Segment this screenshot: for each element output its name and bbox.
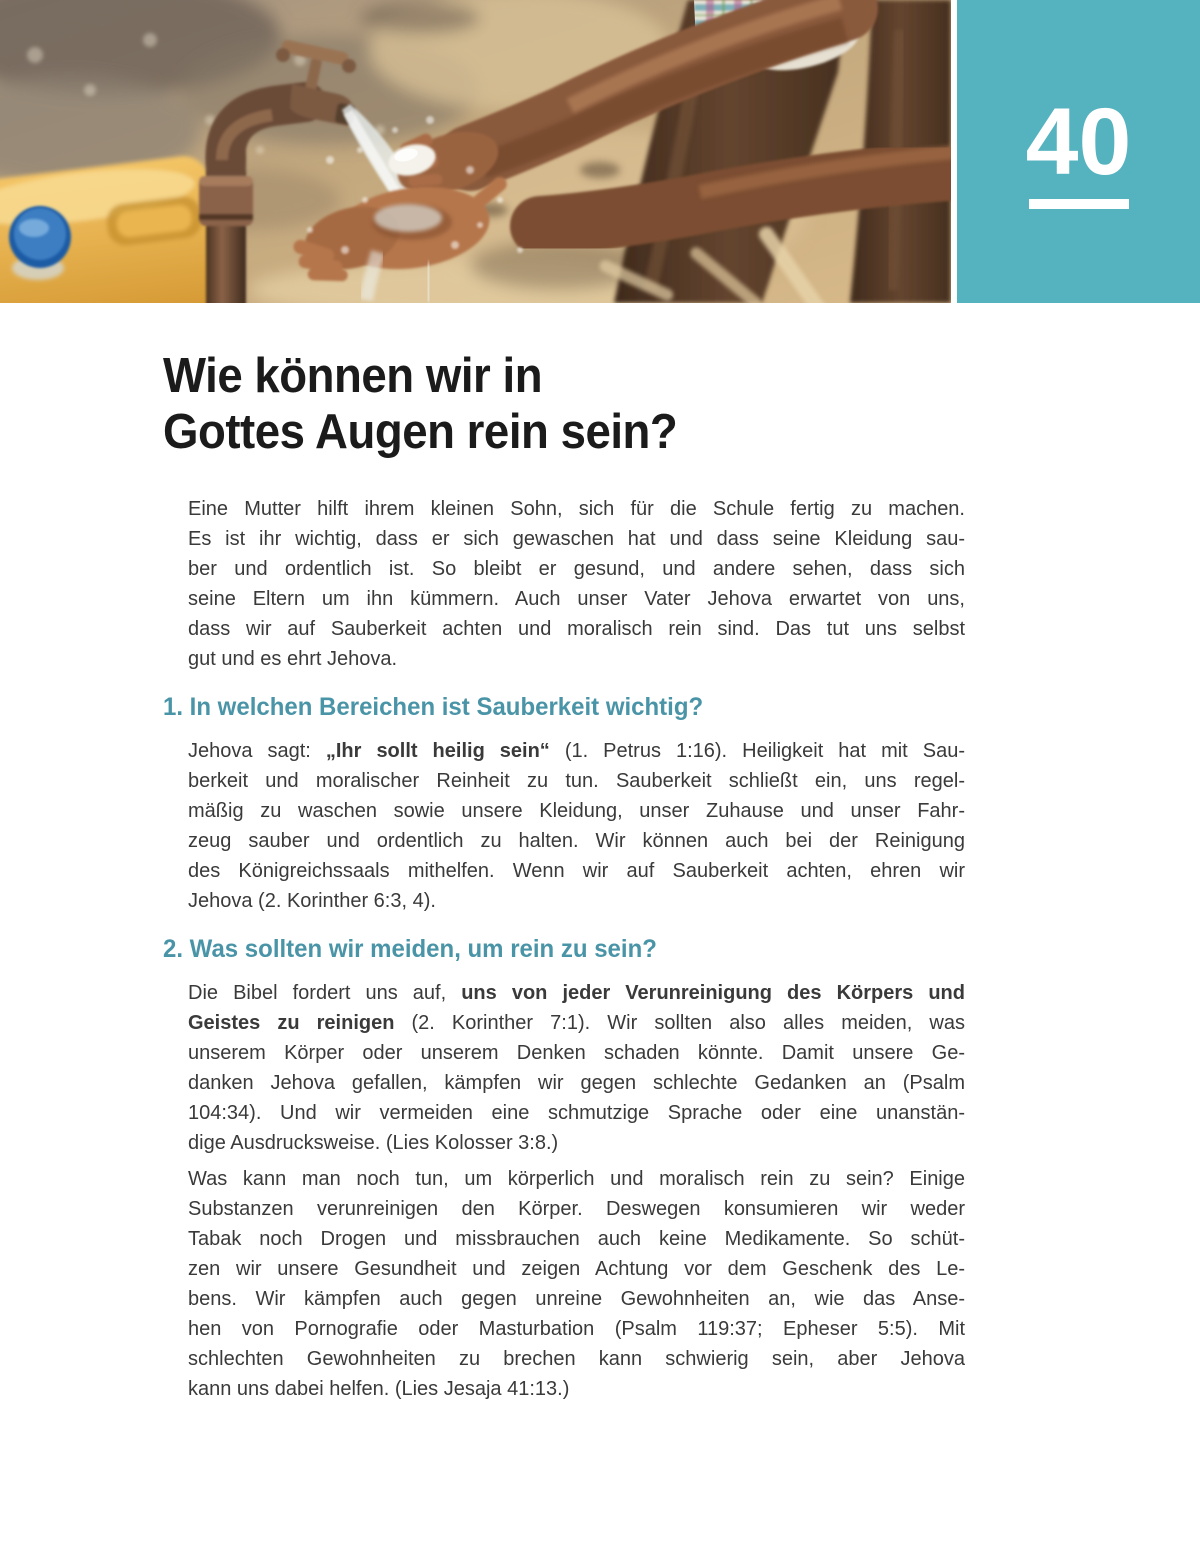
text-line: Es ist ihr wichtig, dass er sich gewaschen hat und dass seine Kleidung sau- <box>188 528 965 550</box>
text-line: kann uns dabei helfen. (Lies Jesaja 41:13.) <box>188 1378 570 1400</box>
text-line: Tabak noch Drogen und missbrauchen auch keine Medikamente. So schüt- <box>188 1228 965 1250</box>
text-line: 104:34). Und wir vermeiden eine schmutzige Sprache oder eine unanstän- <box>188 1102 965 1124</box>
paragraph <box>163 736 965 916</box>
text-line: mäßig zu waschen sowie unsere Kleidung, unser Zuhause und unser Fahr- <box>188 800 965 822</box>
text-line: Was kann man noch tun, um körperlich und moralisch rein zu sein? Einige <box>188 1168 965 1190</box>
text-line: des Königreichssaals mithelfen. Wenn wir auf Sauberkeit achten, ehren wir <box>188 860 965 882</box>
text-line: schlechten Gewohnheiten zu brechen kann schwierig sein, aber Jehova <box>188 1348 965 1370</box>
text-line: seine Eltern um ihn kümmern. Auch unser Vater Jehova erwartet von uns, <box>188 588 965 610</box>
lesson-number-badge <box>957 0 1200 303</box>
photo-jerrycan <box>0 153 227 303</box>
text-line: Jehova (2. Korinther 6:3, 4). <box>188 890 436 912</box>
text-line: dass wir auf Sauberkeit achten und moralisch rein sind. Das tut uns selbst <box>188 618 965 640</box>
text-line: Eine Mutter hilft ihrem kleinen Sohn, sich für die Schule fertig zu machen. <box>188 498 965 520</box>
section-heading-1: 1. In welchen Bereichen ist Sauberkeit wichtig? <box>163 693 704 721</box>
handwashing-photo-art <box>0 0 951 303</box>
text-line: zeug sauber und ordentlich zu halten. Wir können auch bei der Reinigung <box>188 830 965 852</box>
paragraph <box>163 494 965 674</box>
section-heading-2: 2. Was sollten wir meiden, um rein zu sein? <box>163 935 657 963</box>
text-line: bens. Wir kämpfen auch gegen unreine Gewohnheiten an, wie das Anse- <box>188 1288 965 1310</box>
page-title-line-2: Gottes Augen rein sein? <box>163 405 678 459</box>
text-line: unserem Körper oder unserem Denken schaden könnte. Damit unsere Ge- <box>188 1042 965 1064</box>
page-title <box>163 348 677 460</box>
text-line: gut und es ehrt Jehova. <box>188 648 398 670</box>
text-line: Die Bibel fordert uns auf, uns von jeder Verunreinigung des Körpers und <box>188 982 965 1004</box>
page-title-line-1: Wie können wir in <box>163 349 543 403</box>
text-line: Geistes zu reinigen (2. Korinther 7:1). Wir sollten also alles meiden, was <box>188 1012 965 1034</box>
text-line: ber und ordentlich ist. So bleibt er gesund, und andere sehen, dass sich <box>188 558 965 580</box>
text-line: berkeit und moralischer Reinheit zu tun. Sauberkeit schließt ein, uns regel- <box>188 770 965 792</box>
text-line: Jehova sagt: „Ihr sollt heilig sein“ (1. Petrus 1:16). Heiligkeit hat mit Sau- <box>188 740 965 762</box>
lesson-content <box>163 494 965 1410</box>
paragraph <box>163 1164 965 1404</box>
handwashing-photo <box>0 0 951 303</box>
text-line: dige Ausdrucksweise. (Lies Kolosser 3:8.) <box>188 1132 559 1154</box>
lesson-number: 40 <box>1025 88 1132 195</box>
paragraph <box>163 978 965 1158</box>
text-line: hen von Pornografie oder Masturbation (Psalm 119:37; Epheser 5:5). Mit <box>188 1318 965 1340</box>
text-line: Substanzen verunreinigen den Körper. Deswegen konsumieren wir weder <box>188 1198 965 1220</box>
lesson-number-underline <box>1029 199 1129 209</box>
text-line: danken Jehova gefallen, kämpfen wir gegen schlechte Gedanken an (Psalm <box>188 1072 965 1094</box>
text-line: zen wir unsere Gesundheit und zeigen Achtung vor dem Geschenk des Le- <box>188 1258 965 1280</box>
